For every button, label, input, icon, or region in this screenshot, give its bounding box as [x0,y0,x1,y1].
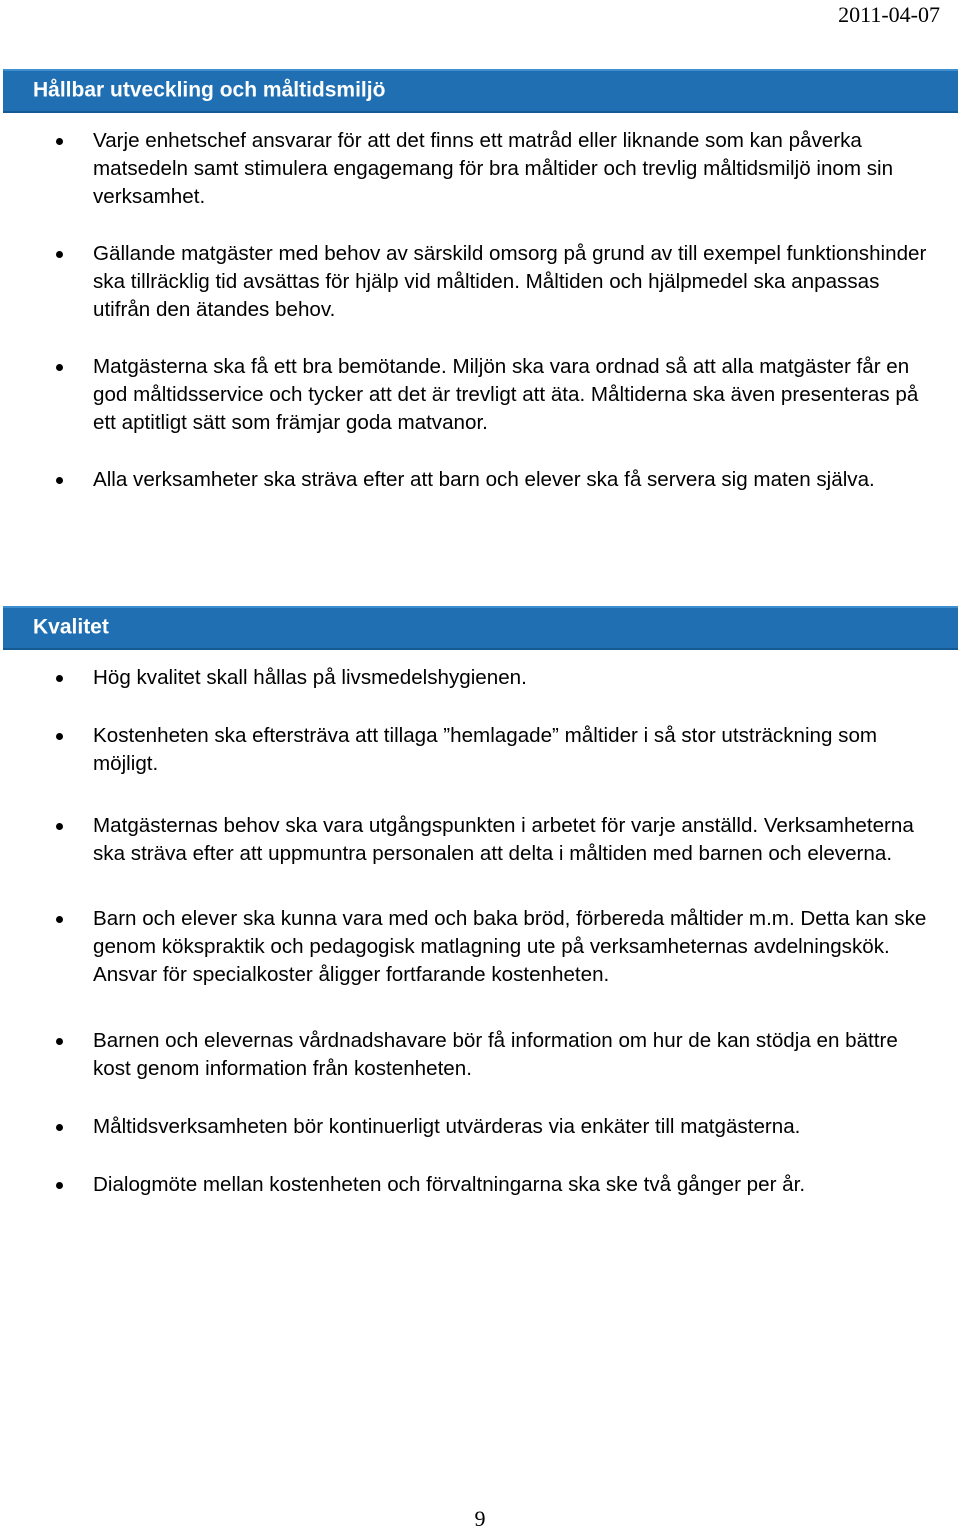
list-item-text: Varje enhetschef ansvarar för att det finns ett matråd eller liknande som kan påverka matsedeln samt stimulera engagemang för bra måltider och trevlig måltidsmiljö inom sin verksamhet. [93,129,894,208]
bullet-icon [56,251,63,258]
section-title: Kvalitet [33,615,109,639]
section-title: Hållbar utveckling och måltidsmiljö [33,78,386,102]
list-item-text: Kostenheten ska eftersträva att tillaga ”hemlagade” måltider i så stor utsträckning som möjligt. [93,724,878,775]
bullet-icon [56,1038,63,1045]
list-item-text: Barnen och elevernas vårdnadshavare bör få information om hur de kan stödja en bättre kost genom information från kostenheten. [93,1029,898,1080]
bullet-icon [56,1124,63,1131]
list-item-text: Matgästernas behov ska vara utgångspunkten i arbetet för varje anställd. Verksamheterna ska sträva efter att uppmuntra personalen att delta i måltiden med barnen och eleverna. [93,814,914,865]
list-item [0,722,960,778]
bullet-icon [56,1182,63,1189]
bullet-icon [56,733,63,740]
list-item [0,664,960,692]
list-item [0,1113,960,1141]
list-item-text: Dialogmöte mellan kostenheten och förvaltningarna ska ske två gånger per år. [93,1173,806,1196]
bullet-icon [56,477,63,484]
list-item [0,812,960,868]
list-item-text: Barn och elever ska kunna vara med och baka bröd, förbereda måltider m.m. Detta kan ske genom kökspraktik och pedagogisk matlagning ute på verksamheternas avdelningskök. Ansvar för specialkoster åligger fortfarande kostenheten. [93,907,927,986]
list-item [0,127,960,211]
bullet-list-kvalitet [0,664,960,1199]
section-header-hallbar-utveckling [3,69,958,113]
list-item-text: Alla verksamheter ska sträva efter att barn och elever ska få servera sig maten själva. [93,468,875,491]
list-item [0,240,960,324]
section-header-kvalitet [3,606,958,650]
bullet-icon [56,138,63,145]
list-item [0,1171,960,1199]
list-item [0,905,960,989]
list-item-text: Måltidsverksamheten bör kontinuerligt utvärderas via enkäter till matgästerna. [93,1115,801,1138]
list-item-text: Matgästerna ska få ett bra bemötande. Miljön ska vara ordnad så att alla matgäster får en god måltidsservice och tycker att det är trevligt att äta. Måltiderna ska även presenteras på ett aptitligt sätt som främjar goda matvanor. [93,355,919,434]
list-item [0,353,960,437]
list-item-text: Hög kvalitet skall hållas på livsmedelshygienen. [93,666,527,689]
bullet-icon [56,675,63,682]
bullet-icon [56,916,63,923]
bullet-icon [56,823,63,830]
page-date: 2011-04-07 [838,2,940,27]
list-item-text: Gällande matgäster med behov av särskild omsorg på grund av till exempel funktionshinder ska tillräcklig tid avsättas för hjälp vid måltiden. Måltiden och hjälpmedel ska anpassas utifrån den ätandes behov. [93,242,927,321]
bullet-list-hallbar-utveckling [0,127,960,523]
list-item [0,466,960,494]
page-number: 9 [474,1506,486,1531]
bullet-icon [56,364,63,371]
list-item [0,1027,960,1083]
